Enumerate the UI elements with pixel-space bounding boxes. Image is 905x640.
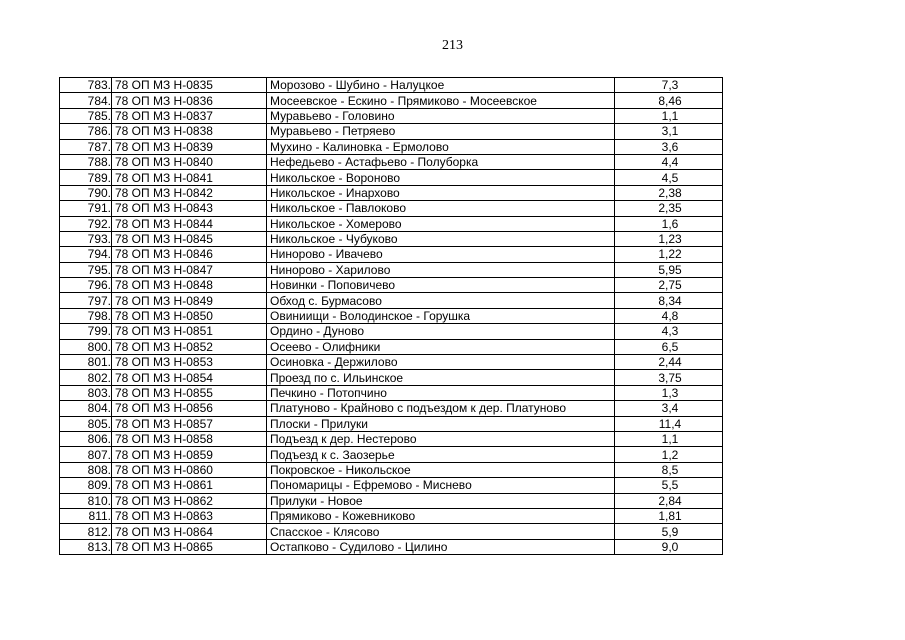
road-name-cell: Нинорово - Ивачево xyxy=(267,247,615,262)
table-row xyxy=(60,478,723,493)
road-length-cell: 1,1 xyxy=(615,431,723,446)
road-code-cell: 78 ОП МЗ Н-0845 xyxy=(112,231,267,246)
road-length-cell: 3,1 xyxy=(615,124,723,139)
table-row xyxy=(60,201,723,216)
row-number-cell: 793. xyxy=(60,231,112,246)
table-row xyxy=(60,154,723,169)
road-length-cell: 3,75 xyxy=(615,370,723,385)
row-number-cell: 811. xyxy=(60,508,112,523)
table-row xyxy=(60,293,723,308)
road-code-cell: 78 ОП МЗ Н-0864 xyxy=(112,524,267,539)
road-code-cell: 78 ОП МЗ Н-0860 xyxy=(112,462,267,477)
table-row xyxy=(60,216,723,231)
road-name-cell: Нефедьево - Астафьево - Полуборка xyxy=(267,154,615,169)
road-name-cell: Никольское - Павлоково xyxy=(267,201,615,216)
road-length-cell: 6,5 xyxy=(615,339,723,354)
road-length-cell: 4,3 xyxy=(615,324,723,339)
road-name-cell: Проезд по с. Ильинское xyxy=(267,370,615,385)
road-length-cell: 9,0 xyxy=(615,539,723,554)
table-row xyxy=(60,508,723,523)
row-number-cell: 794. xyxy=(60,247,112,262)
road-code-cell: 78 ОП МЗ Н-0836 xyxy=(112,93,267,108)
table-row xyxy=(60,370,723,385)
table-row xyxy=(60,124,723,139)
road-code-cell: 78 ОП МЗ Н-0855 xyxy=(112,385,267,400)
row-number-cell: 806. xyxy=(60,431,112,446)
table-row xyxy=(60,539,723,554)
road-name-cell: Мосеевское - Ескино - Прямиково - Мосеевское xyxy=(267,93,615,108)
roads-table-body xyxy=(60,78,723,555)
row-number-cell: 791. xyxy=(60,201,112,216)
table-row xyxy=(60,416,723,431)
road-length-cell: 8,5 xyxy=(615,462,723,477)
road-code-cell: 78 ОП МЗ Н-0865 xyxy=(112,539,267,554)
table-row xyxy=(60,78,723,93)
road-length-cell: 2,35 xyxy=(615,201,723,216)
row-number-cell: 805. xyxy=(60,416,112,431)
road-name-cell: Осиновка - Держилово xyxy=(267,355,615,370)
road-code-cell: 78 ОП МЗ Н-0852 xyxy=(112,339,267,354)
table-row xyxy=(60,524,723,539)
road-length-cell: 7,3 xyxy=(615,78,723,93)
table-row xyxy=(60,447,723,462)
road-length-cell: 1,23 xyxy=(615,231,723,246)
table-row xyxy=(60,308,723,323)
road-length-cell: 1,1 xyxy=(615,108,723,123)
road-name-cell: Никольское - Вороново xyxy=(267,170,615,185)
row-number-cell: 807. xyxy=(60,447,112,462)
road-code-cell: 78 ОП МЗ Н-0859 xyxy=(112,447,267,462)
road-code-cell: 78 ОП МЗ Н-0839 xyxy=(112,139,267,154)
road-code-cell: 78 ОП МЗ Н-0862 xyxy=(112,493,267,508)
road-code-cell: 78 ОП МЗ Н-0854 xyxy=(112,370,267,385)
row-number-cell: 786. xyxy=(60,124,112,139)
table-row xyxy=(60,462,723,477)
row-number-cell: 809. xyxy=(60,478,112,493)
row-number-cell: 803. xyxy=(60,385,112,400)
table-row xyxy=(60,431,723,446)
row-number-cell: 810. xyxy=(60,493,112,508)
road-code-cell: 78 ОП МЗ Н-0856 xyxy=(112,401,267,416)
road-name-cell: Нинорово - Харилово xyxy=(267,262,615,277)
table-row xyxy=(60,108,723,123)
road-code-cell: 78 ОП МЗ Н-0850 xyxy=(112,308,267,323)
row-number-cell: 813. xyxy=(60,539,112,554)
road-code-cell: 78 ОП МЗ Н-0846 xyxy=(112,247,267,262)
table-row xyxy=(60,93,723,108)
road-name-cell: Остапково - Судилово - Цилино xyxy=(267,539,615,554)
road-code-cell: 78 ОП МЗ Н-0842 xyxy=(112,185,267,200)
road-code-cell: 78 ОП МЗ Н-0858 xyxy=(112,431,267,446)
row-number-cell: 797. xyxy=(60,293,112,308)
road-length-cell: 2,44 xyxy=(615,355,723,370)
row-number-cell: 798. xyxy=(60,308,112,323)
row-number-cell: 801. xyxy=(60,355,112,370)
road-name-cell: Подъезд к дер. Нестерово xyxy=(267,431,615,446)
page-number: 213 xyxy=(442,38,463,53)
road-length-cell: 3,4 xyxy=(615,401,723,416)
road-name-cell: Печкино - Потопчино xyxy=(267,385,615,400)
roads-table xyxy=(59,77,723,555)
row-number-cell: 796. xyxy=(60,278,112,293)
road-code-cell: 78 ОП МЗ Н-0853 xyxy=(112,355,267,370)
road-name-cell: Подъезд к с. Заозерье xyxy=(267,447,615,462)
table-row xyxy=(60,385,723,400)
table-row xyxy=(60,247,723,262)
road-code-cell: 78 ОП МЗ Н-0838 xyxy=(112,124,267,139)
road-name-cell: Плоски - Прилуки xyxy=(267,416,615,431)
table-row xyxy=(60,493,723,508)
road-name-cell: Пономарицы - Ефремово - Мисневo xyxy=(267,478,615,493)
row-number-cell: 812. xyxy=(60,524,112,539)
road-name-cell: Никольское - Хомерово xyxy=(267,216,615,231)
road-length-cell: 1,2 xyxy=(615,447,723,462)
row-number-cell: 800. xyxy=(60,339,112,354)
road-name-cell: Никольское - Инархово xyxy=(267,185,615,200)
row-number-cell: 802. xyxy=(60,370,112,385)
road-name-cell: Покровское - Никольское xyxy=(267,462,615,477)
road-length-cell: 4,8 xyxy=(615,308,723,323)
road-length-cell: 2,75 xyxy=(615,278,723,293)
road-name-cell: Мухино - Калиновка - Ермолово xyxy=(267,139,615,154)
row-number-cell: 808. xyxy=(60,462,112,477)
road-length-cell: 8,46 xyxy=(615,93,723,108)
row-number-cell: 783. xyxy=(60,78,112,93)
road-code-cell: 78 ОП МЗ Н-0863 xyxy=(112,508,267,523)
road-code-cell: 78 ОП МЗ Н-0841 xyxy=(112,170,267,185)
road-name-cell: Прямиково - Кожевниково xyxy=(267,508,615,523)
table-row xyxy=(60,185,723,200)
row-number-cell: 784. xyxy=(60,93,112,108)
row-number-cell: 804. xyxy=(60,401,112,416)
road-length-cell: 5,9 xyxy=(615,524,723,539)
table-row xyxy=(60,262,723,277)
road-length-cell: 2,38 xyxy=(615,185,723,200)
table-row xyxy=(60,355,723,370)
road-length-cell: 11,4 xyxy=(615,416,723,431)
road-length-cell: 1,22 xyxy=(615,247,723,262)
row-number-cell: 785. xyxy=(60,108,112,123)
road-code-cell: 78 ОП МЗ Н-0861 xyxy=(112,478,267,493)
table-row xyxy=(60,278,723,293)
road-name-cell: Никольское - Чубуково xyxy=(267,231,615,246)
road-length-cell: 1,6 xyxy=(615,216,723,231)
row-number-cell: 799. xyxy=(60,324,112,339)
table-row xyxy=(60,139,723,154)
row-number-cell: 790. xyxy=(60,185,112,200)
table-row xyxy=(60,324,723,339)
road-code-cell: 78 ОП МЗ Н-0843 xyxy=(112,201,267,216)
road-length-cell: 8,34 xyxy=(615,293,723,308)
road-name-cell: Платуново - Крайново с подъездом к дер. Платуново xyxy=(267,401,615,416)
row-number-cell: 792. xyxy=(60,216,112,231)
table-row xyxy=(60,170,723,185)
road-code-cell: 78 ОП МЗ Н-0835 xyxy=(112,78,267,93)
road-code-cell: 78 ОП МЗ Н-0840 xyxy=(112,154,267,169)
table-row xyxy=(60,231,723,246)
road-name-cell: Прилуки - Новое xyxy=(267,493,615,508)
table-row xyxy=(60,339,723,354)
table-row xyxy=(60,401,723,416)
row-number-cell: 787. xyxy=(60,139,112,154)
road-name-cell: Муравьево - Петряево xyxy=(267,124,615,139)
road-length-cell: 5,95 xyxy=(615,262,723,277)
road-code-cell: 78 ОП МЗ Н-0849 xyxy=(112,293,267,308)
row-number-cell: 795. xyxy=(60,262,112,277)
road-code-cell: 78 ОП МЗ Н-0844 xyxy=(112,216,267,231)
road-code-cell: 78 ОП МЗ Н-0857 xyxy=(112,416,267,431)
road-name-cell: Муравьево - Головино xyxy=(267,108,615,123)
road-code-cell: 78 ОП МЗ Н-0851 xyxy=(112,324,267,339)
road-length-cell: 3,6 xyxy=(615,139,723,154)
road-name-cell: Спасское - Клясово xyxy=(267,524,615,539)
road-name-cell: Обход с. Бурмасово xyxy=(267,293,615,308)
road-name-cell: Морозово - Шубино - Налуцкое xyxy=(267,78,615,93)
road-length-cell: 4,5 xyxy=(615,170,723,185)
road-code-cell: 78 ОП МЗ Н-0848 xyxy=(112,278,267,293)
road-length-cell: 1,3 xyxy=(615,385,723,400)
row-number-cell: 788. xyxy=(60,154,112,169)
road-name-cell: Осеево - Олифники xyxy=(267,339,615,354)
road-length-cell: 1,81 xyxy=(615,508,723,523)
road-code-cell: 78 ОП МЗ Н-0847 xyxy=(112,262,267,277)
road-name-cell: Ордино - Дуново xyxy=(267,324,615,339)
road-name-cell: Овиниищи - Володинское - Горушка xyxy=(267,308,615,323)
road-length-cell: 4,4 xyxy=(615,154,723,169)
road-length-cell: 5,5 xyxy=(615,478,723,493)
road-code-cell: 78 ОП МЗ Н-0837 xyxy=(112,108,267,123)
road-length-cell: 2,84 xyxy=(615,493,723,508)
road-name-cell: Новинки - Поповичево xyxy=(267,278,615,293)
row-number-cell: 789. xyxy=(60,170,112,185)
